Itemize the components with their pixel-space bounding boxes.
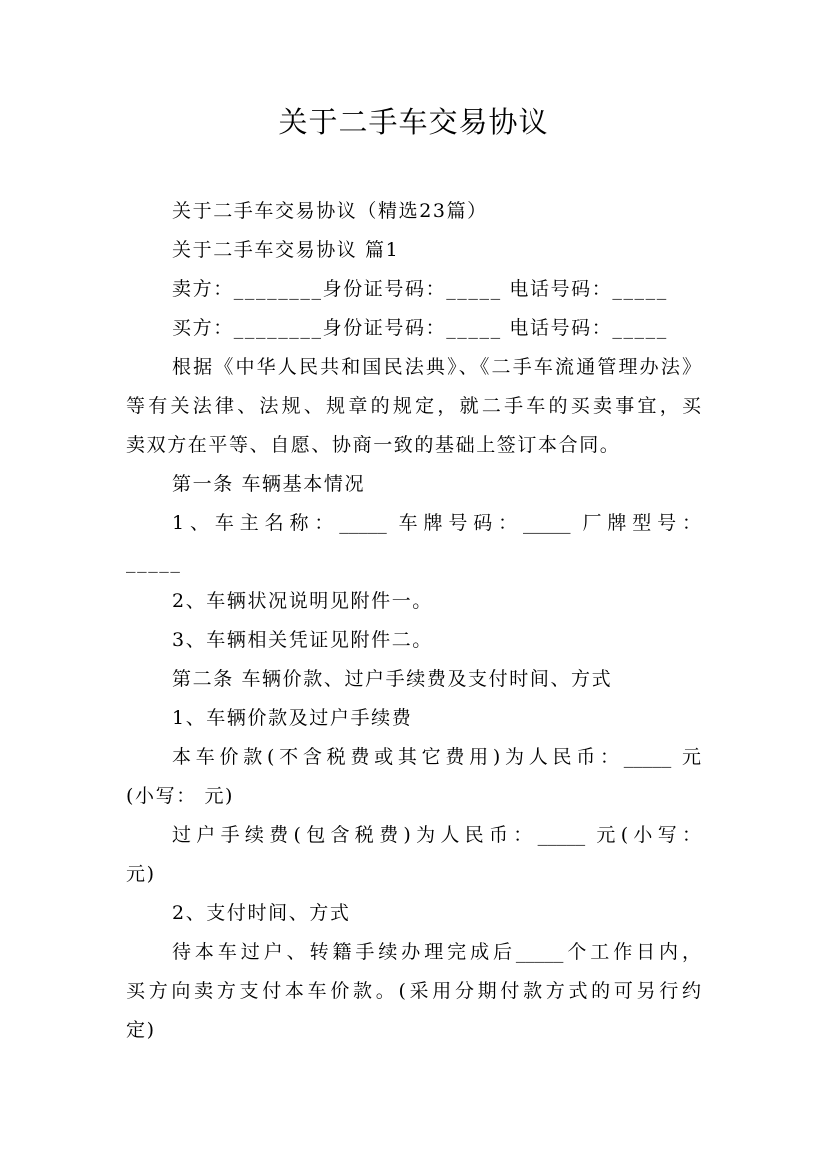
payment-line: 定): [126, 1019, 156, 1041]
list-item: 2、车辆状况说明见附件一。: [172, 590, 433, 612]
buyer-info-line: 买方：________身份证号码：_____ 电话号码：_____: [172, 317, 668, 339]
seller-info-line: 卖方：________身份证号码：_____ 电话号码：_____: [172, 278, 668, 300]
paragraph-line: 等有关法律、法规、规章的规定，就二手车的买卖事宜，买: [126, 395, 701, 417]
vehicle-info-line: _____: [126, 551, 182, 573]
vehicle-info-line: 1、车主名称：_____ 车牌号码：_____ 厂牌型号：: [172, 512, 701, 534]
section-heading: 关于二手车交易协议 篇1: [172, 239, 400, 261]
price-line: 本车价款(不含税费或其它费用)为人民币：_____ 元: [172, 746, 701, 768]
paragraph-line: 卖双方在平等、自愿、协商一致的基础上签订本合同。: [126, 434, 621, 456]
payment-line: 待本车过户、转籍手续办理完成后_____个工作日内，: [172, 941, 701, 963]
payment-line: 买方向卖方支付本车价款。(采用分期付款方式的可另行约: [126, 980, 701, 1002]
article-heading: 第二条 车辆价款、过户手续费及支付时间、方式: [172, 668, 613, 690]
fee-line: 元): [126, 863, 156, 885]
list-item: 3、车辆相关凭证见附件二。: [172, 629, 433, 651]
paragraph-line: 根据《中华人民共和国民法典》、《二手车流通管理办法》: [172, 356, 701, 378]
fee-line: 过户手续费(包含税费)为人民币：_____ 元(小写：: [172, 824, 701, 846]
list-item: 2、支付时间、方式: [172, 902, 351, 924]
price-line: (小写： 元): [126, 785, 235, 807]
list-item: 1、车辆价款及过户手续费: [172, 707, 413, 729]
subtitle-line: 关于二手车交易协议（精选23篇）: [172, 200, 488, 222]
article-heading: 第一条 车辆基本情况: [172, 473, 366, 495]
document-title: 关于二手车交易协议: [278, 105, 549, 139]
